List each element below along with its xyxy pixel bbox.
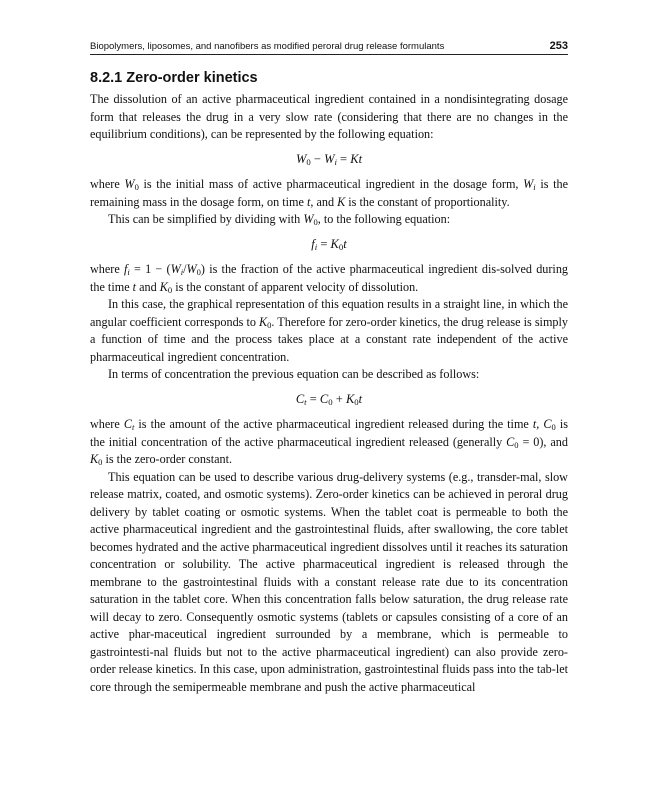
paragraph-3: This can be simplified by dividing with $W_0$, to the following equation: [108, 212, 451, 228]
paragraph-5: In this case, the graphical representation of this equation results in a straight line, in which the angular coefficient corresponds to $K_0$. Therefore for zero-order kinetics, the drug release is simply a function of time and the process takes place at a constant rate independent of the active pharmaceutical ingredient concentration. [90, 297, 568, 364]
paragraph-4: where $f_i = 1 - (W_i/W_0)$ is the fraction of the active pharmaceutical ingredient dis-solved during the time t and $K_0$ is the constant of apparent velocity of dissolution. [90, 262, 569, 295]
section-title: Zero-order kinetics [126, 70, 258, 86]
paragraph-6: In terms of concentration the previous equation can be described as follows: [108, 367, 480, 381]
running-header [90, 40, 568, 55]
running-title: Biopolymers, liposomes, and nanofibers as modified peroral drug release formulants [90, 41, 445, 52]
equation-2: $f_i = K_0t$ [311, 236, 347, 252]
page-number: 253 [549, 40, 568, 52]
paragraph-1: The dissolution of an active pharmaceutical ingredient contained in a nondisintegrating dosage form that releases the drug in a very slow rate (considering that there are no changes in the equilibrium conditions), can be represented by the following equation: [90, 92, 568, 141]
paragraph-7: where $C_t$ is the amount of the active pharmaceutical ingredient released during the time t, $C_0$ is the initial concentration of the active pharmaceutical ingredient released (generally $C_0 = 0$), and $K_0$ is the zero-order constant. [90, 417, 568, 468]
section-heading [90, 70, 258, 86]
section-number: 8.2.1 [90, 70, 123, 86]
paragraph-2: where $W_0$ is the initial mass of active pharmaceutical ingredient in the dosage form, $W_i$ is the remaining mass in the dosage form, on time t, and K is the constant of proportionality. [90, 177, 568, 209]
paragraph-8: This equation can be used to describe various drug-delivery systems (e.g., transder-mal, slow release matrix, coated, and osmotic systems). Zero-order kinetics can be achieved in peroral drug delivery by tablet coating or osmotic systems. When the tablet coat is permeable to both the active pharmaceutical ingredient and the gastrointestinal fluids, after swallowing, the core tablet becomes hydrated and the active pharmaceutical ingredient dissolves until it reaches its saturation concentration or solubility. The active pharmaceutical ingredient is released through the membrane to the gastrointestinal fluids with a constant release rate due to its concentration saturation in the tablet core. When this concentration falls below saturation, the drug release rate will decay to zero. Consequently osmotic systems (tablets or capsules consisting of a core of an active phar-maceutical ingredient surrounded by a membrane, which is permeable to gastrointesti-nal fluids but not to the active pharmaceutical ingredient) can also provide zero-order release kinetics. In this case, upon administration, gastrointestinal fluids pass into the tab-let core through the semipermeable membrane and push the active pharmaceutical [90, 469, 568, 694]
equation-3: $C_t = C_0 + K_0t$ [295, 391, 363, 407]
body-text [90, 91, 568, 696]
equation-1: $W_0 - W_i = Kt$ [295, 151, 363, 167]
